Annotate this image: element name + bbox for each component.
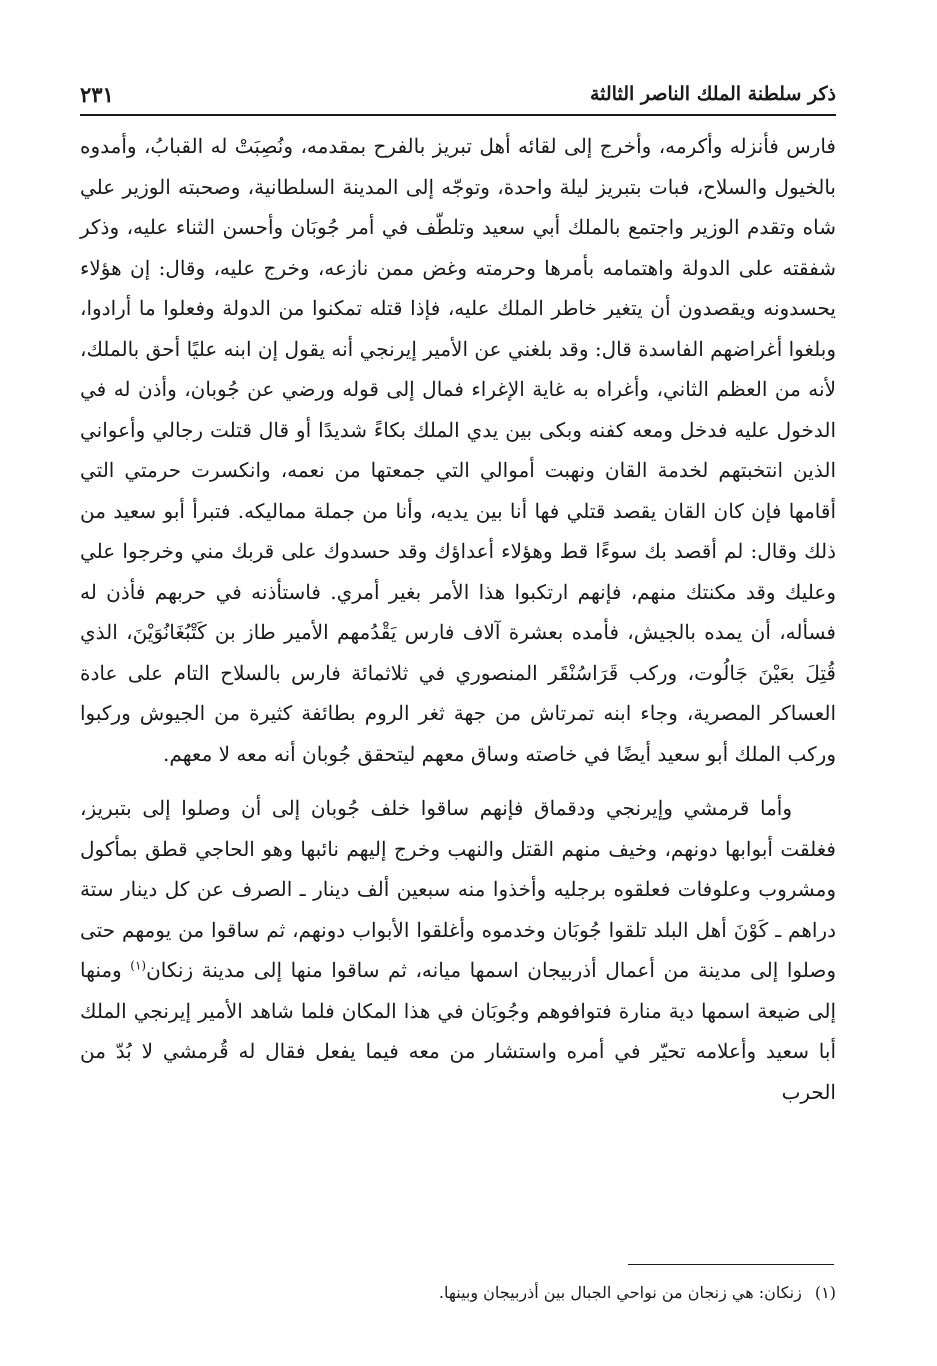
paragraph-2 — [80, 788, 836, 1112]
header-rule — [80, 114, 836, 116]
page-number: ٢٣١ — [80, 81, 114, 107]
running-title: ذكر سلطنة الملك الناصر الثالثة — [589, 83, 836, 105]
footnote — [80, 1280, 836, 1306]
paragraph-1: فارس فأنزله وأكرمه، وأخرج إلى لقائه أهل تبريز بالفرح بمقدمه، ونُصِبَتْ له القبابُ، وأمدوه بالخيول والسلاح، فبات بتبريز ليلة واحدة، وتوجّه إلى المدينة السلطانية، وصحبته الوزير علي شاه وتقدم الوزير واجتمع بالملك أبي سعيد وتلطّف في أمر جُوبَان وأحسن الثناء عليه، وذكر شفقته على الدولة واهتمامه بأمرها وحرمته وغض ممن نازعه، وخرج عليه، وقال: إن هؤلاء يحسدونه ويقصدون أن يتغير خاطر الملك عليه، فإذا قتله تمكنوا من الدولة وفعلوا ما أرادوا، وبلغوا أغراضهم الفاسدة قال: وقد بلغني عن الأمير إيرنجي أنه يقول إن ابنه عليًا أحق بالملك، لأنه من العظم الثاني، وأغراه به غاية الإغراء فمال إلى قوله ورضي عن جُوبان، وأذن له في الدخول عليه فدخل ومعه كفنه وبكى بين يدي الملك بكاءً شديدًا أو قال قتلت رجالي وأعواني الذين انتخبتهم لخدمة القان ونهبت أموالي التي جمعتها من نعمه، وانكسرت حرمتي التي أقامها فإن كان القان يقصد قتلي فها أنا بين يديه، وأنا من جملة مماليكه. فتبرأ أبو سعيد من ذلك وقال: لم أقصد بك سوءًا قط وهؤلاء أعداؤك وقد حسدوك على قربك مني وخرجوا علي وعليك وقد مكنتك منهم، فإنهم ارتكبوا هذا الأمر بغير أمري. فاستأذنه في حربهم فأذن له فسأله، أن يمده بالجيش، فأمده بعشرة آلاف فارس يَقْدُمهم الأمير طاز بن كَتْبُغَانُوَيْنَ، الذي قُتِلَ بعَيْنَ جَالُوت، وركب قَرَاسُنْقَر المنصوري في ثلاثمائة فارس بالسلاح التام على عادة العساكر المصرية، وجاء ابنه تمرتاش من جهة ثغر الروم بطائفة كثيرة من الجيوش وركبوا وركب الملك أبو سعيد أيضًا في خاصته وساق معهم ليتحقق جُوبان أنه معه لا معهم. — [80, 134, 837, 766]
footnote-number: (١) — [814, 1283, 836, 1302]
footnote-marker[interactable]: (١) — [130, 958, 147, 973]
paragraph-2-text-start: وأما قرمشي وإيرنجي ودقماق فإنهم ساقوا خلف جُوبان إلى أن وصلوا إلى بتبريز، فغلقت أبوابها دونهم، وخيف منهم القتل والنهب وخرج إليهم نائبها وهو الحاجي قطق بمأكول ومشروب وعلوفات فعلقوه برجليه وأخذوا منه سبعين ألف دينار ـ الصرف عن كل دينار ستة دراهم ـ كَوْنَ أهل البلد تلقوا جُوبَان وخدموه وأغلقوا الأبواب دونهم، ثم ساقوا من يومهم حتى وصلوا إلى مدينة من أعمال أذربيجان اسمها ميانه، ثم ساقوا منها إلى مدينة زنكان — [80, 796, 837, 982]
footnote-rule — [628, 1264, 834, 1265]
footnote-text: زنكان: هي زنجان من نواحي الجبال بين أذربيجان وبينها. — [438, 1283, 802, 1302]
paragraph-2-text-end: ومنها إلى ضيعة اسمها دية منارة فتوافوهم وجُوبَان في هذا المكان فلما شاهد الأمير إيرنجي الملك أبا سعيد وأعلامه تحيّر في أمره واستشار من معه فيما يفعل فقال له قُرمشي لا بُدّ من الحرب — [80, 958, 836, 1104]
body-text — [80, 126, 836, 1112]
running-header — [80, 76, 836, 112]
